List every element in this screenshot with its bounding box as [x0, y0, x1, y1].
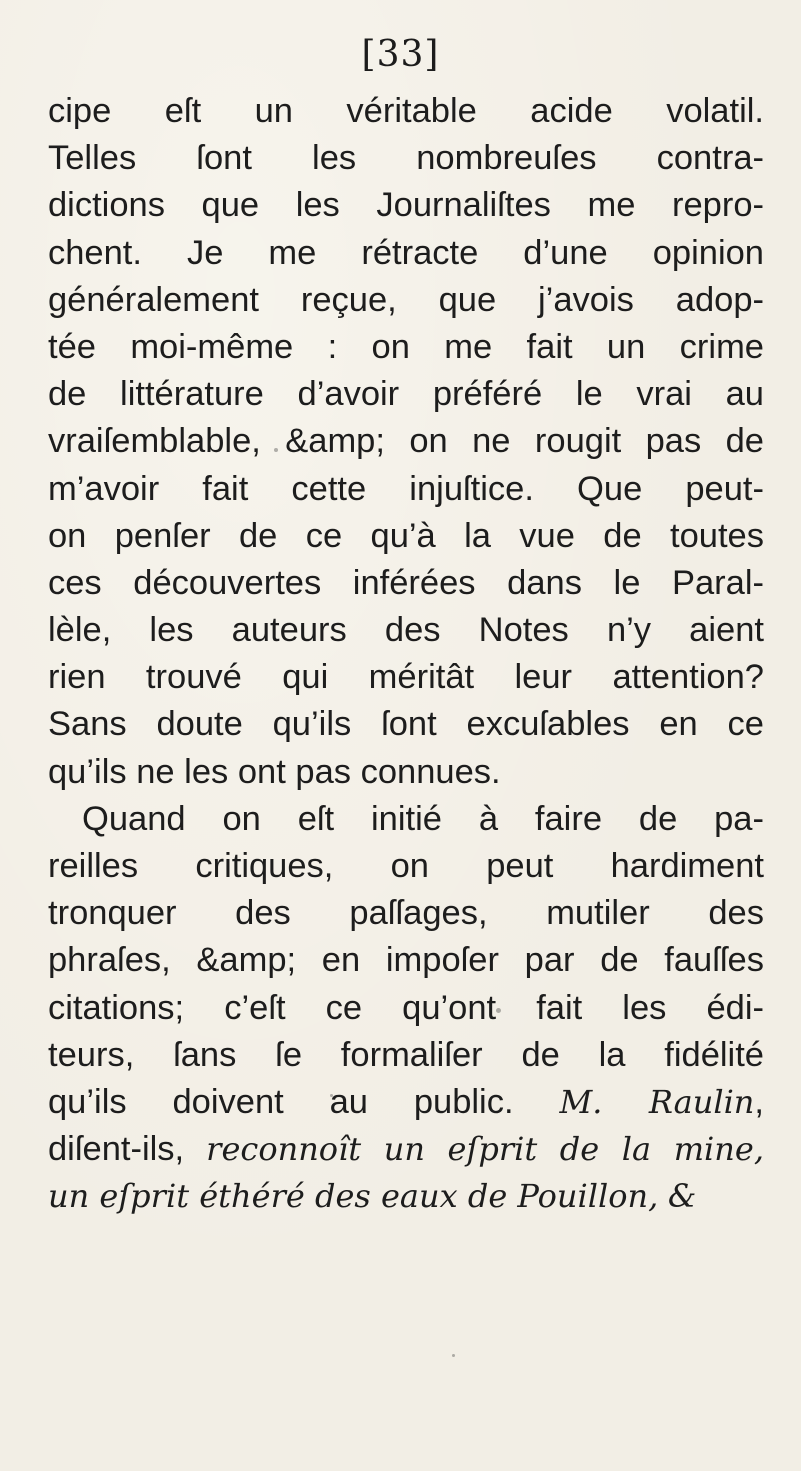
text-line: lèle, les auteurs des Notes n’y aient	[48, 611, 764, 650]
text-line: tée moi-même : on me fait un crime	[48, 327, 764, 366]
text-line-italic	[48, 1173, 764, 1220]
text-line: m’avoir fait cette injuſtice. Que peut-	[48, 469, 764, 508]
text-line: cipe eſt un véritable acide volatil.	[48, 92, 764, 130]
paper-speck	[452, 1354, 455, 1357]
text-line-mixed	[48, 1126, 764, 1173]
text-line: chent. Je me rétracte d’une opinion	[48, 233, 764, 272]
text-line: rien trouvé qui méritât leur attention?	[48, 658, 764, 697]
text-segment: diſent-ils,	[48, 1130, 185, 1169]
text-segment: qu’ils doivent au public.	[48, 1082, 514, 1121]
body-text	[48, 88, 764, 1221]
text-line: de littérature d’avoir préféré le vrai au	[48, 375, 764, 414]
text-line: tronquer des paſſages, mutiler des	[48, 894, 764, 933]
text-line: citations; c’eſt ce qu’ont fait les édi-	[48, 988, 764, 1027]
text-line: teurs, ſans ſe formaliſer de la fidélité	[48, 1035, 764, 1074]
text-line: généralement reçue, que j’avois adop-	[48, 280, 764, 319]
paper-speck	[330, 1094, 333, 1097]
text-line: ces découvertes inférées dans le Paral-	[48, 563, 764, 602]
italic-name: M. Raulin	[559, 1082, 755, 1121]
italic-quote: reconnoît un eſprit de la mine,	[206, 1130, 765, 1169]
text-line: dictions que les Journaliſtes me repro-	[48, 186, 764, 225]
page-number: [33]	[361, 34, 440, 75]
text-segment: &	[667, 1177, 697, 1216]
paper-speck	[274, 448, 278, 452]
text-line: Sans doute qu’ils ſont excuſables en ce	[48, 705, 764, 744]
text-segment: ,	[754, 1082, 765, 1121]
text-line: reilles critiques, on peut hardiment	[48, 847, 764, 885]
text-line: phraſes, &amp; en impoſer par de fauſſes	[48, 941, 764, 980]
text-line: vraiſemblable, &amp; on ne rougit pas de	[48, 422, 764, 461]
text-line: on penſer de ce qu’à la vue de toutes	[48, 516, 764, 555]
text-line: Quand on eſt initié à faire de pa-	[82, 799, 764, 838]
text-line: Telles ſont les nombreuſes contra-	[48, 139, 764, 178]
paper-speck	[496, 1008, 501, 1013]
italic-quote: un eſprit éthéré des eaux de Pouillon,	[48, 1177, 659, 1216]
text-line-with-name	[48, 1079, 764, 1126]
text-line: qu’ils ne les ont pas connues.	[48, 752, 501, 791]
